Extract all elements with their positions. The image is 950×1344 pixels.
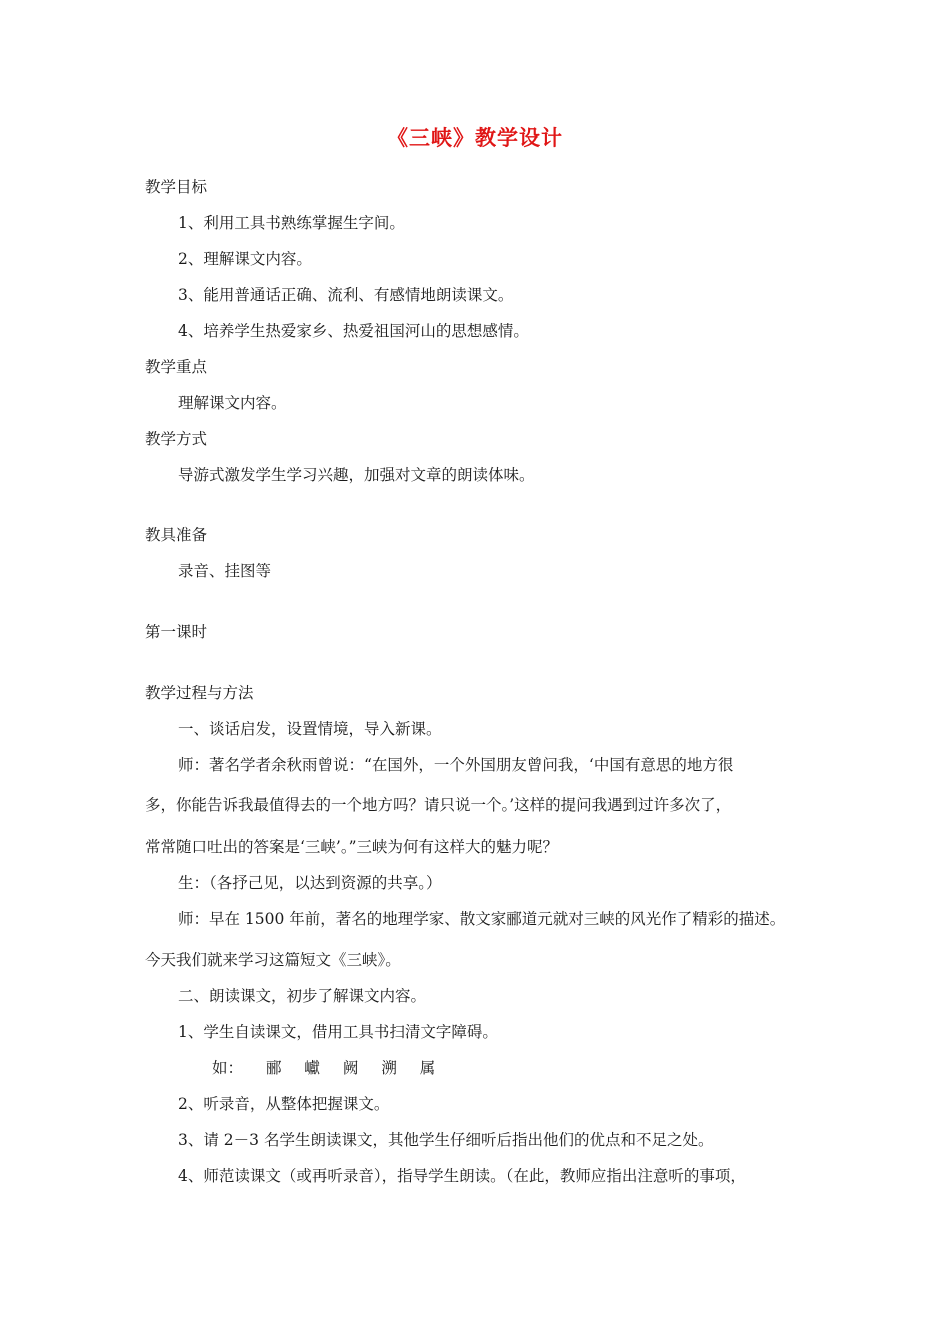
teacher-line-2b: 今天我们就来学习这篇短文《三峡》。 — [145, 951, 401, 969]
example-label: 如： — [212, 1059, 244, 1077]
method-text: 导游式激发学生学习兴趣，加强对文章的朗读体味。 — [178, 466, 535, 484]
teacher-line-2a: 师：早在 1500 年前，著名的地理学家、散文家郦道元就对三峡的风光作了精彩的描述。 — [178, 910, 786, 928]
step-2: 二、朗读课文，初步了解课文内容。 — [178, 987, 427, 1005]
example-char: 阙 — [342, 1059, 359, 1077]
example-char: 郦 — [265, 1059, 282, 1077]
method-heading: 教学方式 — [145, 430, 208, 448]
sub-step-3: 3、请 2－3 名学生朗读课文，其他学生仔细听后指出他们的优点和不足之处。 — [178, 1131, 714, 1149]
teacher-line-1a: 师：著名学者余秋雨曾说：“在国外，一个外国朋友曾问我，‘中国有意思的地方很 — [178, 756, 734, 774]
goals-heading: 教学目标 — [145, 178, 208, 196]
focus-heading: 教学重点 — [145, 358, 208, 376]
sub-step-4: 4、师范读课文（或再听录音），指导学生朗读。（在此，教师应指出注意听的事项， — [178, 1167, 746, 1185]
teacher-line-1c: 常常随口吐出的答案是‘三峡’。”三峡为何有这样大的魅力呢？ — [145, 838, 559, 856]
example-characters — [212, 1058, 453, 1078]
lesson-label: 第一课时 — [145, 623, 208, 641]
goal-item-2: 2、理解课文内容。 — [178, 250, 312, 268]
goal-item-4: 4、培养学生热爱家乡、热爱祖国河山的思想感情。 — [178, 322, 529, 340]
process-heading: 教学过程与方法 — [145, 684, 254, 702]
student-line-1: 生：（各抒己见，以达到资源的共享。） — [178, 874, 442, 892]
example-char: 溯 — [381, 1059, 397, 1077]
sub-step-2: 2、听录音，从整体把握课文。 — [178, 1095, 390, 1113]
page-title: 《三峡》教学设计 — [387, 126, 563, 150]
goal-item-1: 1、利用工具书熟练掌握生字间。 — [178, 214, 405, 232]
focus-text: 理解课文内容。 — [178, 394, 287, 412]
sub-step-1: 1、学生自读课文，借用工具书扫清文字障碍。 — [178, 1023, 498, 1041]
example-char: 属 — [419, 1059, 436, 1077]
example-char: 巘 — [304, 1059, 320, 1077]
tools-text: 录音、挂图等 — [178, 562, 272, 580]
teacher-line-1b: 多，你能告诉我最值得去的一个地方吗？请只说一个。’这样的提问我遇到过许多次了， — [145, 796, 732, 814]
tools-heading: 教具准备 — [145, 526, 208, 544]
goal-item-3: 3、能用普通话正确、流利、有感情地朗读课文。 — [178, 286, 514, 304]
step-1: 一、谈话启发，设置情境，导入新课。 — [178, 720, 442, 738]
